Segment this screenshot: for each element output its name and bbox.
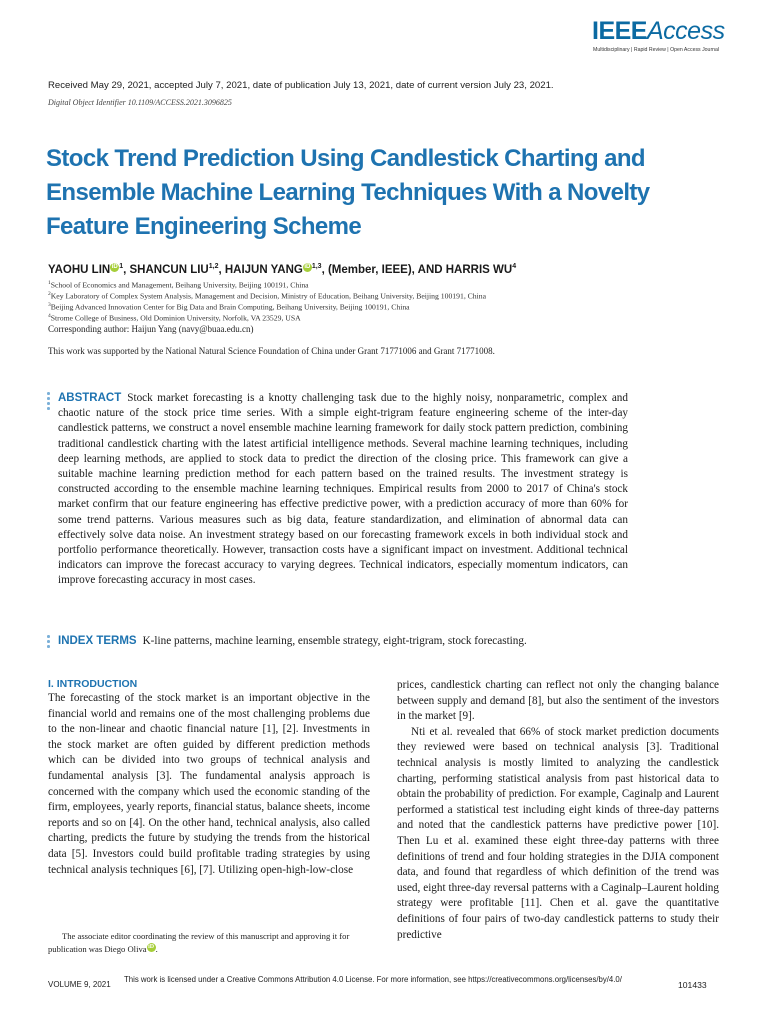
paragraph: Nti et al. revealed that 66% of stock market prediction documents they reviewed were based on technical analysis [3]. Traditional technical analysis is mostly limited to analyzing the candlestick charting, performing statistical analysis from past historical data to obtain the probability of prediction. For example, Caginalp and Laurent performed a statistical test including eight kinds of three-day patterns and noted that the candlestick patterns have predictive power [10]. Then Lu et al. examined these eight three-day patterns with three definitions of trend and four holding strategies in the DJIA component data, and found that regardless of which definition of the trend was used, eight three-day reversal patterns with a Caginalp–Laurent holding strategy were profitable [11]. Chen et al. gave the quantitative definitions of four pairs of two-day candlestick patterns to study their predictive	[397, 725, 719, 941]
index-terms-block	[58, 634, 658, 649]
affiliation-text: Key Laboratory of Complex System Analysis, Management and Decision, Ministry of Education, Beihang University, Beijing 100191, China	[50, 291, 487, 301]
index-terms-label: INDEX TERMS	[58, 635, 137, 647]
author-3-affil: 1,3	[311, 263, 322, 270]
affiliation-number: 2	[48, 291, 51, 297]
affiliation-4	[48, 311, 301, 324]
footer-page-number: 101433	[678, 980, 707, 990]
left-column	[48, 691, 370, 878]
index-terms-dots-icon	[47, 635, 51, 650]
author-2-name: , SHANCUN LIU	[123, 263, 209, 276]
author-2-affil: 1,2	[208, 263, 219, 270]
footer-license: This work is licensed under a Creative Commons Attribution 4.0 License. For more information, see https://creativecommons.org/licenses/by/4.0/	[124, 975, 622, 984]
author-4-affil: 4	[512, 263, 517, 270]
author-1-affil: 1	[119, 263, 124, 270]
affiliation-number: 1	[48, 280, 51, 286]
right-column	[397, 678, 719, 943]
journal-logo	[592, 16, 725, 46]
affiliation-text: School of Economics and Management, Beihang University, Beijing 100191, China	[50, 280, 309, 290]
funding-statement: This work was supported by the National Natural Science Foundation of China under Grant 71771006 and Grant 71771008.	[48, 346, 495, 356]
affiliation-text: Beijing Advanced Innovation Center for Big Data and Brain Computing, Beihang University, Beijing 100191, China	[50, 302, 410, 312]
author-3-name: , HAIJUN YANG	[218, 263, 303, 276]
index-terms-text: K-line patterns, machine learning, ensemble strategy, eight-trigram, stock forecasting.	[142, 635, 527, 647]
logo-ieee-text: IEEE	[592, 17, 647, 45]
abstract-block	[58, 391, 628, 589]
section-heading: I. INTRODUCTION	[48, 678, 138, 690]
paragraph: prices, candlestick charting can reflect not only the changing balance between supply and demand [8], but also the sentiment of the investors in the market [9].	[397, 679, 719, 723]
orcid-icon[interactable]: iD	[148, 944, 155, 951]
author-list	[48, 263, 516, 276]
logo-access-text: Access	[646, 17, 725, 45]
paragraph: The forecasting of the stock market is an important objective in the financial world and remains one of the most challenging problems due to the non-linear and chaotic financial nature [1], [2]. Investments in the stock market are often guided by different prediction methods which can be divided into two groups of technical analysis and fundamental analysis [3]. The fundamental analysis approach is concerned with the company which used the economic standing of the firm, employees, yearly reports, financial status, balance sheets, income reports and so on [4]. On the other hand, technical analysis, also called charting, predicts the future by studying the trends from the historical data [5]. Investors could build profitable trading strategies by using technical analysis techniques [6], [7]. Utilizing open-high-low-close	[48, 692, 370, 876]
author-1-name: YAOHU LIN	[48, 263, 111, 276]
paper-title: Stock Trend Prediction Using Candlestick Charting and Ensemble Machine Learning Techniques With a Novelty Feature Engineering Scheme	[46, 145, 650, 240]
corresponding-author: Corresponding author: Haijun Yang (navy@buaa.edu.cn)	[48, 324, 254, 334]
author-3-tail: , (Member, IEEE), AND HARRIS WU	[321, 263, 513, 276]
publication-dates: Received May 29, 2021, accepted July 7, 2021, date of publication July 13, 2021, date of current version July 23, 2021.	[48, 80, 554, 91]
footnote: The associate editor coordinating the review of this manuscript and approving it for publication was Diego Oliva iD .	[48, 931, 350, 954]
footnote-text: The associate editor coordinating the review of this manuscript and approving it for publication was Diego Oliva	[48, 931, 350, 954]
journal-tagline: Multidisciplinary | Rapid Review | Open Access Journal	[593, 47, 720, 53]
abstract-dots-icon	[47, 392, 51, 412]
affiliation-text: Strome College of Business, Old Dominion University, Norfolk, VA 23529, USA	[50, 313, 301, 323]
footer-volume: VOLUME 9, 2021	[48, 980, 111, 989]
orcid-icon[interactable]: iD	[304, 264, 311, 270]
abstract-label: ABSTRACT	[58, 392, 122, 404]
doi-line: Digital Object Identifier 10.1109/ACCESS.2021.3096825	[48, 98, 232, 107]
affiliation-number: 3	[48, 302, 51, 308]
affiliation-number: 4	[48, 313, 51, 319]
abstract-text: Stock market forecasting is a knotty challenging task due to the highly noisy, nonparametric, complex and chaotic nature of the stock price time series. With a simple eight-trigram feature engineering scheme of the inter-day candlestick patterns, we construct a novel ensemble machine learning framework for daily stock pattern prediction, combining traditional candlestick charting with the latest artificial intelligence methods. Several machine learning techniques, including deep learning methods, are applied to stock data to predict the direction of the closing price. This framework can give a suitable machine learning prediction method for each pattern based on the trained results. The investment strategy is constructed according to the ensemble machine learning techniques. Empirical results from 2000 to 2017 of China's stock market confirm that our feature engineering has effective predictive power, with a prediction accuracy of more than 60% for some trend patterns. Various measures such as big data, feature standardization, and elimination of abnormal data can effectively solve data noise. An investment strategy based on our forecasting framework excels in both individual stock and portfolio performance theoretically. However, transaction costs have a significant impact on investment. Additional technical indicators can improve the forecast accuracy to varying degrees. Technical indicators, especially momentum indicators, can improve forecasting accuracy in most cases.	[58, 392, 628, 587]
orcid-icon[interactable]: iD	[111, 264, 118, 270]
